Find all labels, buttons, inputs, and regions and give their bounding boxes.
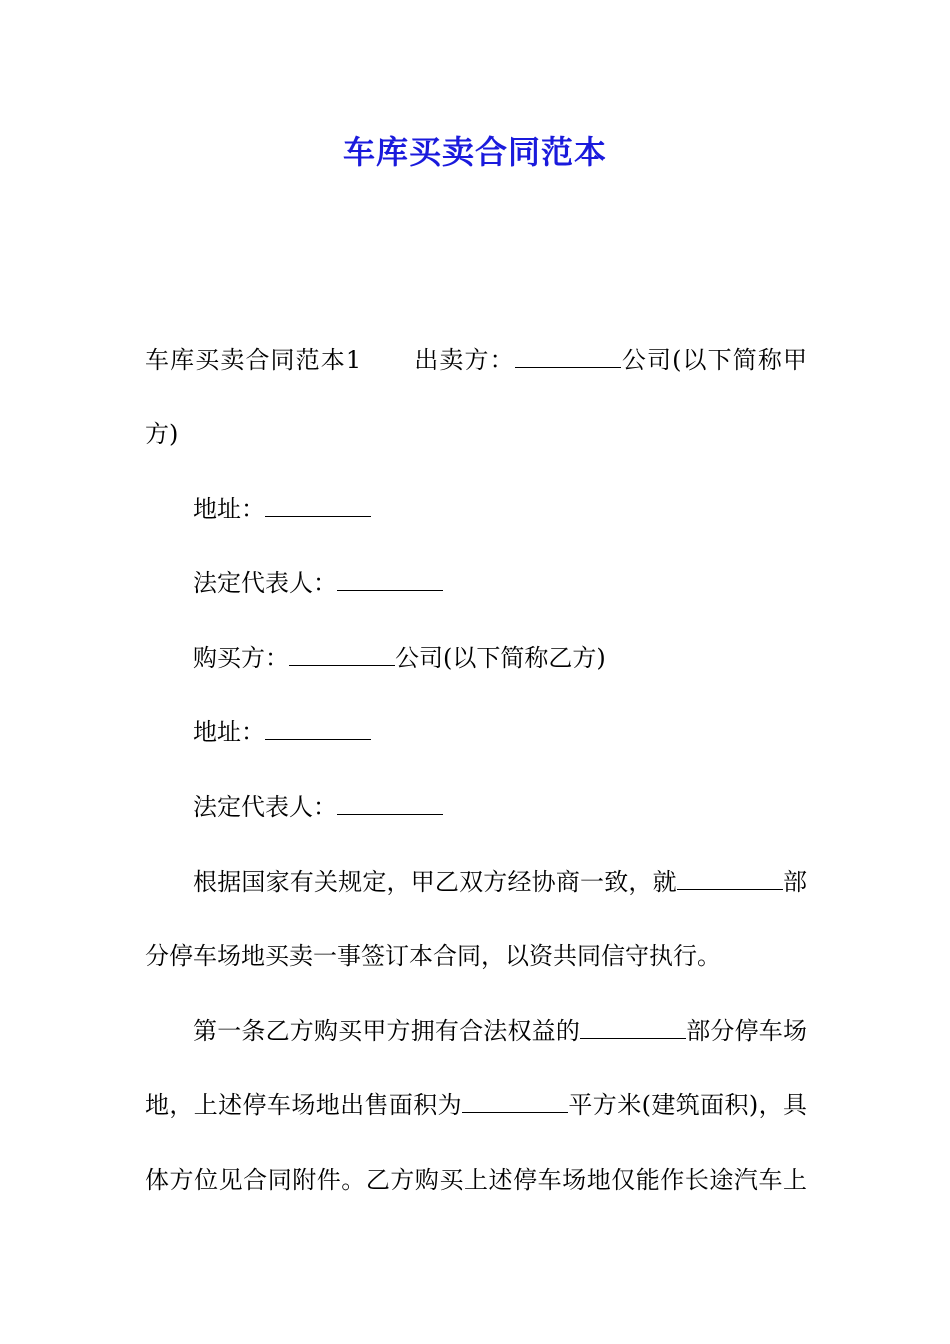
article-one-blank: [580, 1014, 686, 1039]
area-unit-text: 平方米(建筑面积)，具: [568, 1091, 808, 1119]
seller-representative-label: 法定代表人：: [193, 569, 337, 597]
seller-suffix-continued: 方): [145, 420, 179, 448]
buyer-address-line: [193, 712, 807, 752]
buyer-representative-blank: [337, 790, 443, 815]
seller-address-line: [193, 489, 807, 529]
buyer-address-label: 地址：: [193, 718, 265, 746]
contract-heading: 车库买卖合同范本1: [145, 346, 362, 374]
preamble-blank: [677, 865, 783, 890]
preamble-suffix: 部: [782, 868, 808, 896]
article-one-location-text: 体方位见合同附件。乙方购买上述停车场地仅能作长途汽车上: [145, 1166, 807, 1194]
article-one-line-3: [145, 1160, 807, 1200]
buyer-name-blank: [289, 641, 395, 666]
seller-suffix: 公司(以下简称甲: [620, 346, 807, 374]
buyer-suffix: 公司(以下简称乙方): [395, 644, 606, 672]
preamble-text-continued: 分停车场地买卖一事签订本合同，以资共同信守执行。: [145, 942, 721, 970]
article-one-area-text: 地，上述停车场地出售面积为: [145, 1091, 463, 1119]
paragraph-preamble-line-1: [193, 862, 807, 902]
seller-address-label: 地址：: [193, 495, 265, 523]
buyer-label: 购买方：: [193, 644, 289, 672]
buyer-representative-label: 法定代表人：: [193, 793, 337, 821]
article-one-line-1: [193, 1011, 807, 1051]
seller-representative-line: [193, 563, 807, 603]
preamble-text: 根据国家有关规定，甲乙双方经协商一致，就: [193, 868, 677, 896]
paragraph-line-2: [145, 414, 807, 454]
seller-address-blank: [265, 492, 371, 517]
document-title: 车库买卖合同范本: [342, 133, 607, 171]
buyer-representative-line: [193, 787, 807, 827]
article-one-text: 第一条乙方购买甲方拥有合法权益的: [193, 1017, 581, 1045]
seller-label: 出卖方：: [413, 346, 515, 374]
seller-name-blank: [515, 343, 621, 368]
paragraph-preamble-line-2: [145, 936, 807, 976]
area-blank: [462, 1088, 568, 1113]
buyer-address-blank: [265, 715, 371, 740]
buyer-line: [193, 638, 807, 678]
paragraph-line-1: [145, 340, 807, 380]
seller-representative-blank: [337, 566, 443, 591]
article-one-line-2: [145, 1085, 807, 1125]
article-one-suffix: 部分停车场: [686, 1017, 807, 1045]
